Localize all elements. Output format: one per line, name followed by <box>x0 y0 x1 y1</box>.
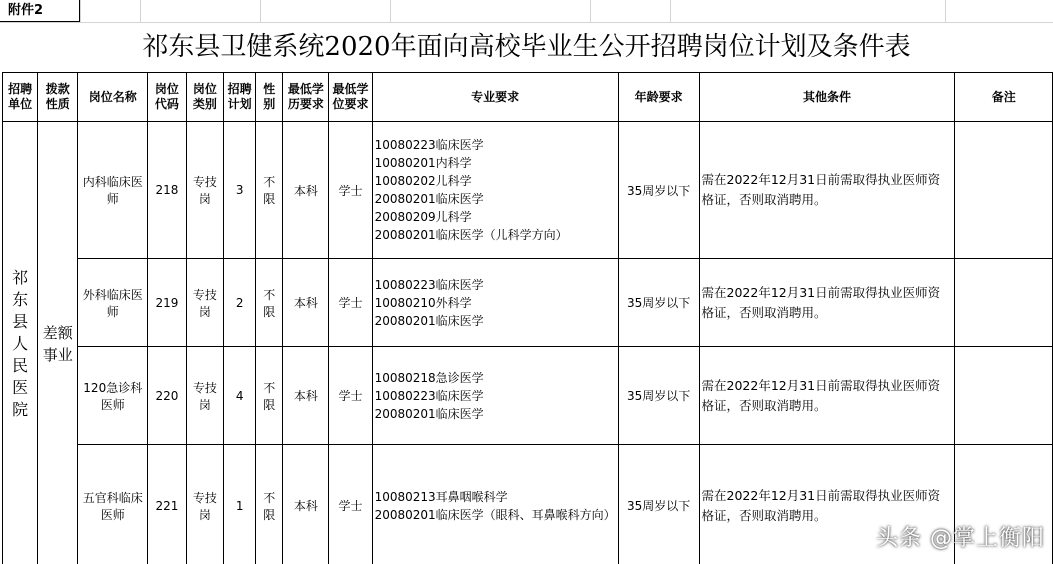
age: 35周岁以下 <box>618 122 699 259</box>
major-item: 10080223临床医学 <box>374 277 484 292</box>
quota: 4 <box>224 347 256 445</box>
remark <box>955 259 1053 347</box>
major-item: 10080201内科学 <box>374 156 472 170</box>
recruitment-table <box>2 72 1053 564</box>
header-post-type: 岗位类别 <box>186 73 224 122</box>
post-type: 专技岗 <box>186 347 224 445</box>
post-type: 专技岗 <box>186 122 224 259</box>
gender: 不限 <box>256 445 283 564</box>
post-code: 218 <box>148 122 186 259</box>
grid-cell <box>390 0 591 22</box>
funding-type: 差额事业 <box>42 324 73 364</box>
degree: 学士 <box>329 445 372 564</box>
quota: 2 <box>224 259 256 347</box>
age: 35周岁以下 <box>618 445 699 564</box>
other-conditions: 需在2022年12月31日前需取得执业医师资格证，否则取消聘用。 <box>699 122 955 259</box>
major-item: 10080202儿科学 <box>374 174 472 188</box>
major-item: 20080201临床医学（儿科学方向） <box>374 228 568 242</box>
spreadsheet-grid-row <box>0 0 1053 23</box>
post-name: 五官科临床医师 <box>78 445 148 564</box>
education: 本科 <box>283 347 329 445</box>
grid-cell <box>260 0 391 22</box>
post-name: 内科临床医师 <box>78 122 148 259</box>
major-item: 20080201临床医学（眼科、耳鼻喉科方向） <box>374 507 616 522</box>
grid-cell <box>140 0 261 22</box>
remark <box>955 122 1053 259</box>
major-item: 10080213耳鼻咽喉科学 <box>374 489 508 504</box>
table-row <box>3 259 1053 347</box>
education: 本科 <box>283 445 329 564</box>
header-gender: 性别 <box>256 73 283 122</box>
degree: 学士 <box>329 122 372 259</box>
remark <box>955 347 1053 445</box>
major-item: 20080209儿科学 <box>374 210 472 224</box>
other-conditions: 需在2022年12月31日前需取得执业医师资格证，否则取消聘用。 <box>699 259 955 347</box>
quota: 3 <box>224 122 256 259</box>
other-conditions: 需在2022年12月31日前需取得执业医师资格证，否则取消聘用。 <box>699 445 955 564</box>
post-code: 219 <box>148 259 186 347</box>
major-item: 20080201临床医学 <box>374 192 484 206</box>
major-cell <box>372 259 618 347</box>
header-quota: 招聘计划 <box>224 73 256 122</box>
grid-cell <box>670 0 946 22</box>
major-item: 10080223临床医学 <box>374 138 484 152</box>
post-type: 专技岗 <box>186 445 224 564</box>
post-code: 221 <box>148 445 186 564</box>
major-cell <box>372 347 618 445</box>
gender: 不限 <box>256 122 283 259</box>
major-item: 20080201临床医学 <box>374 406 484 421</box>
age: 35周岁以下 <box>618 347 699 445</box>
unit-cell <box>3 122 38 564</box>
header-major: 专业要求 <box>372 73 618 122</box>
degree: 学士 <box>329 259 372 347</box>
grid-cell <box>590 0 671 22</box>
major-cell <box>372 122 618 259</box>
post-name: 120急诊科医师 <box>78 347 148 445</box>
major-item: 10080223临床医学 <box>374 388 484 403</box>
funding-cell <box>38 122 78 564</box>
header-edu: 最低学历要求 <box>283 73 329 122</box>
header-degree: 最低学位要求 <box>329 73 372 122</box>
grid-cell <box>80 0 141 22</box>
major-item: 10080218急诊医学 <box>374 370 484 385</box>
header-unit: 招聘单位 <box>3 73 38 122</box>
unit-name: 祁东县人民医院 <box>12 268 29 419</box>
education: 本科 <box>283 122 329 259</box>
quota: 1 <box>224 445 256 564</box>
major-cell <box>372 445 618 564</box>
education: 本科 <box>283 259 329 347</box>
document-title: 祁东县卫健系统2020年面向高校毕业生公开招聘岗位计划及条件表 <box>142 32 911 62</box>
header-post-code: 岗位代码 <box>148 73 186 122</box>
post-code: 220 <box>148 347 186 445</box>
gender: 不限 <box>256 259 283 347</box>
table-row <box>3 122 1053 259</box>
major-item: 20080201临床医学 <box>374 313 484 328</box>
header-row <box>3 73 1053 122</box>
gender: 不限 <box>256 347 283 445</box>
header-remark: 备注 <box>955 73 1053 122</box>
attachment-label: 附件2 <box>0 0 80 22</box>
major-item: 10080210外科学 <box>374 295 472 310</box>
post-type: 专技岗 <box>186 259 224 347</box>
other-conditions: 需在2022年12月31日前需取得执业医师资格证，否则取消聘用。 <box>699 347 955 445</box>
header-nature: 拨款性质 <box>38 73 78 122</box>
header-age: 年龄要求 <box>618 73 699 122</box>
header-other: 其他条件 <box>699 73 955 122</box>
degree: 学士 <box>329 347 372 445</box>
header-post-name: 岗位名称 <box>78 73 148 122</box>
watermark-text: 头条 @掌上衡阳 <box>876 526 1045 551</box>
post-name: 外科临床医师 <box>78 259 148 347</box>
age: 35周岁以下 <box>618 259 699 347</box>
table-row <box>3 347 1053 445</box>
